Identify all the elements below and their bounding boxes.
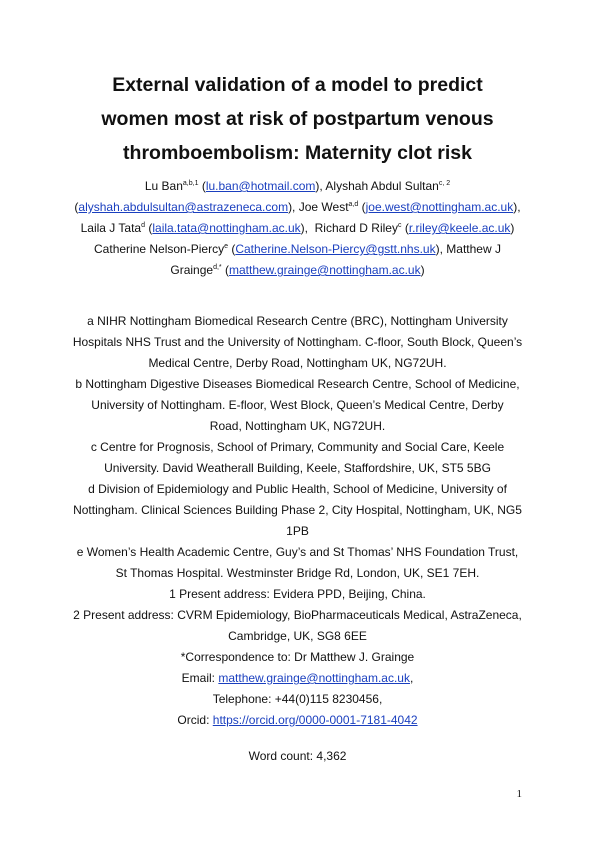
- affiliation-line: 1 Present address: Evidera PPD, Beijing, China.: [169, 587, 426, 601]
- affiliation-list: [40, 311, 555, 731]
- affiliation-line: University of Nottingham. E-floor, West Block, Queen’s Medical Centre, Derby: [91, 398, 504, 412]
- affiliation-line: St Thomas Hospital. Westminster Bridge Rd, London, UK, SE1 7EH.: [115, 566, 480, 580]
- affiliation-line: Cambridge, UK, SG8 6EE: [228, 629, 367, 643]
- author-affiliation-marker: c, 2: [438, 180, 451, 187]
- paper-title: [60, 68, 535, 170]
- author-affiliation-marker: e: [224, 243, 228, 250]
- title-line: women most at risk of postpartum venous: [101, 108, 494, 130]
- author-email-link[interactable]: Catherine.Nelson-Piercy@gstt.nhs.uk: [235, 242, 436, 256]
- affiliation-line: Medical Centre, Derby Road, Nottingham UK, NG72UH.: [148, 356, 447, 370]
- orcid-line: [40, 710, 555, 731]
- author-line: Laila J Tata$^d$ (laila.tata@nottingham.ac.uk), Richard D Riley$^c$ (r.riley@keele.ac.uk): [80, 221, 515, 235]
- author-affiliation-marker: a,d: [348, 201, 359, 208]
- author-line: Grainge$^{d,*}$ (matthew.grainge@nottingham.ac.uk): [170, 263, 425, 277]
- author-affiliation-marker: d: [141, 222, 146, 229]
- affiliation-line: b Nottingham Digestive Diseases Biomedical Research Centre, School of Medicine,: [75, 377, 520, 391]
- title-line: thromboembolism: Maternity clot risk: [123, 142, 472, 164]
- correspondence-email-link[interactable]: matthew.grainge@nottingham.ac.uk: [218, 671, 410, 685]
- author-email-link[interactable]: matthew.grainge@nottingham.ac.uk: [228, 263, 421, 277]
- author-name: Joe West: [298, 200, 349, 214]
- author-name: Alyshah Abdul Sultan: [325, 179, 439, 193]
- author-affiliation-marker: c: [397, 222, 402, 229]
- orcid-label: Orcid:: [177, 713, 213, 727]
- affiliation-line: Hospitals NHS Trust and the University of Nottingham. C-floor, South Block, Queen’s: [72, 335, 523, 349]
- author-email-link[interactable]: laila.tata@nottingham.ac.uk: [152, 221, 301, 235]
- affiliation-line: University. David Weatherall Building, Keele, Staffordshire, UK, ST5 5BG: [104, 461, 491, 475]
- author-email-link[interactable]: lu.ban@hotmail.com: [205, 179, 316, 193]
- word-count-text: Word count: 4,362: [248, 749, 347, 763]
- correspondence-email-line: [40, 668, 555, 689]
- author-email-link[interactable]: joe.west@nottingham.ac.uk: [365, 200, 514, 214]
- author-list: [40, 176, 555, 281]
- author-affiliation-marker: d,*: [213, 264, 222, 271]
- affiliation-line: c Centre for Prognosis, School of Primary, Community and Social Care, Keele: [90, 440, 505, 454]
- telephone-line: Telephone: +44(0)115 8230456,: [212, 692, 383, 706]
- author-name: Laila J Tata: [80, 221, 142, 235]
- author-email-link[interactable]: r.riley@keele.ac.uk: [408, 221, 511, 235]
- affiliation-line: d Division of Epidemiology and Public Health, School of Medicine, University of: [88, 482, 507, 496]
- word-count: [40, 746, 555, 767]
- affiliation-line: a NIHR Nottingham Biomedical Research Centre (BRC), Nottingham University: [87, 314, 508, 328]
- affiliation-line: 2 Present address: CVRM Epidemiology, BioPharmaceuticals Medical, AstraZeneca,: [73, 608, 522, 622]
- author-email-link[interactable]: alyshah.abdulsultan@astrazeneca.com: [78, 200, 289, 214]
- affiliation-line: e Women’s Health Academic Centre, Guy’s and St Thomas’ NHS Foundation Trust,: [76, 545, 519, 559]
- author-line: Catherine Nelson-Piercy$^e$ (Catherine.Nelson-Piercy@gstt.nhs.uk), Matthew J: [94, 242, 501, 256]
- author-affiliation-marker: a,b,1: [182, 180, 199, 187]
- affiliation-line: Road, Nottingham UK, NG72UH.: [209, 419, 386, 433]
- affiliation-line: Nottingham. Clinical Sciences Building Phase 2, City Hospital, Nottingham, UK, NG5: [73, 503, 522, 517]
- title-line: External validation of a model to predict: [112, 74, 483, 96]
- email-suffix: ,: [409, 671, 414, 685]
- affiliation-line: 1PB: [286, 524, 309, 538]
- author-line: Lu Ban$^{a,b,1}$ (lu.ban@hotmail.com), Alyshah Abdul Sultan$^{c, 2}$: [144, 179, 451, 193]
- email-label: Email:: [181, 671, 219, 685]
- author-name: Catherine Nelson-Piercy: [94, 242, 225, 256]
- correspondence-line: *Correspondence to: Dr Matthew J. Grainge: [180, 650, 415, 664]
- author-name: Richard D Riley: [314, 221, 398, 235]
- author-line: (alyshah.abdulsultan@astrazeneca.com), Joe West$^{a,d}$ (joe.west@nottingham.ac.uk),: [74, 200, 521, 214]
- author-name: Lu Ban: [144, 179, 183, 193]
- page-number: 1: [516, 788, 522, 800]
- orcid-link[interactable]: https://orcid.org/0000-0001-7181-4042: [212, 713, 418, 727]
